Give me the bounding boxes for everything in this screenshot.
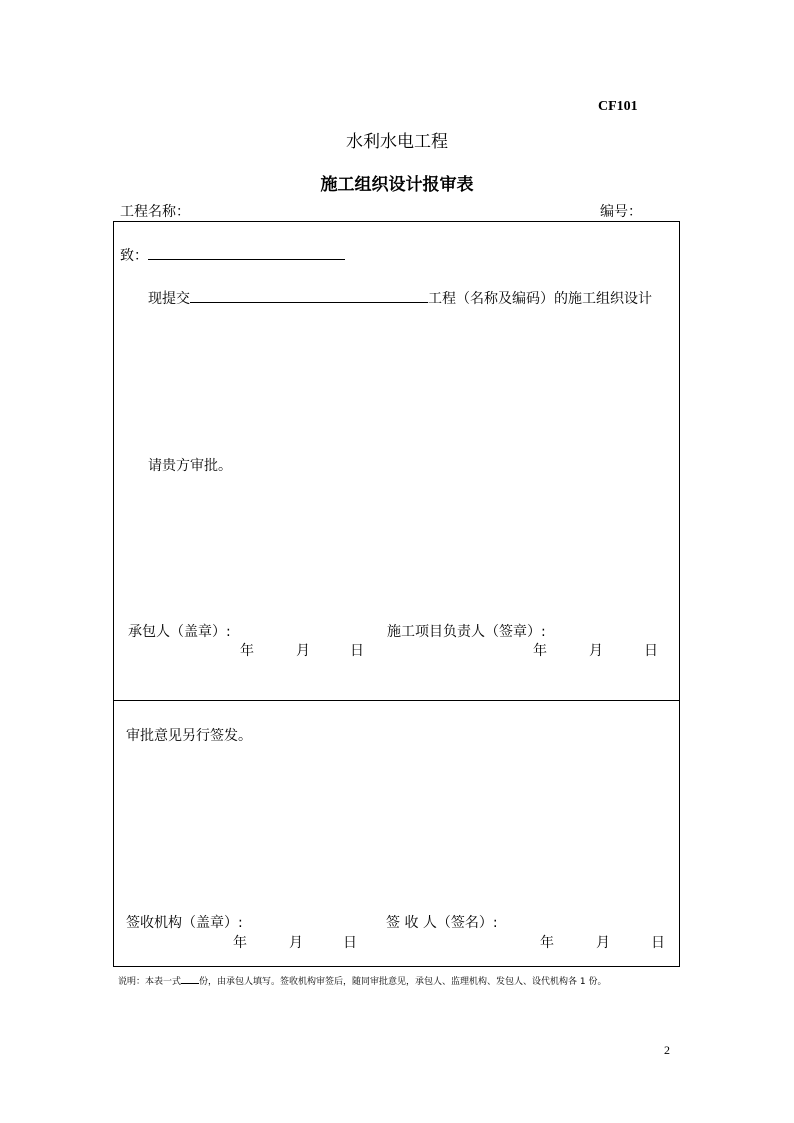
form-code: CF101 [598, 99, 638, 114]
date-month: 月 [289, 935, 303, 951]
date-month: 月 [296, 643, 310, 659]
date-day: 日 [651, 935, 665, 951]
date-day: 日 [644, 643, 658, 659]
section-divider [113, 700, 680, 701]
receiver-label: 签 收 人（签名）: [386, 915, 498, 931]
project-blank[interactable] [190, 288, 428, 303]
date-month: 月 [596, 935, 610, 951]
footer-note-part1: 说明：本表一式 [118, 977, 182, 987]
date-day: 日 [343, 935, 357, 951]
receiver-org-label: 签收机构（盖章）: [126, 915, 243, 931]
approval-text: 审批意见另行签发。 [126, 728, 252, 744]
contractor-label: 承包人（盖章）: [128, 624, 231, 640]
submit-prefix: 现提交 [148, 291, 190, 307]
date-year: 年 [540, 935, 554, 951]
submit-suffix: 工程（名称及编码）的施工组织设计 [428, 291, 652, 307]
form-title: 施工组织设计报审表 [320, 175, 474, 195]
date-year: 年 [233, 935, 247, 951]
page-number: 2 [664, 1043, 670, 1057]
to-line [120, 245, 345, 265]
footer-note [118, 974, 606, 987]
project-name-label: 工程名称： [120, 204, 190, 220]
date-year: 年 [533, 643, 547, 659]
serial-number-label: 编号： [600, 204, 642, 220]
form-table [113, 221, 680, 967]
date-month: 月 [589, 643, 603, 659]
manager-label: 施工项目负责人（签章）: [387, 624, 546, 640]
submit-line [148, 288, 652, 308]
footer-note-part2: 份，由承包人填写。签收机构审签后，随同审批意见，承包人、监理机构、发包人、设代机构各 1 份。 [199, 977, 607, 987]
request-text: 请贵方审批。 [148, 458, 232, 474]
to-label: 致： [120, 248, 148, 264]
date-day: 日 [350, 643, 364, 659]
date-year: 年 [240, 643, 254, 659]
addressee-blank[interactable] [148, 245, 345, 260]
copies-blank[interactable] [181, 974, 199, 984]
title-line1: 水利水电工程 [346, 132, 448, 152]
